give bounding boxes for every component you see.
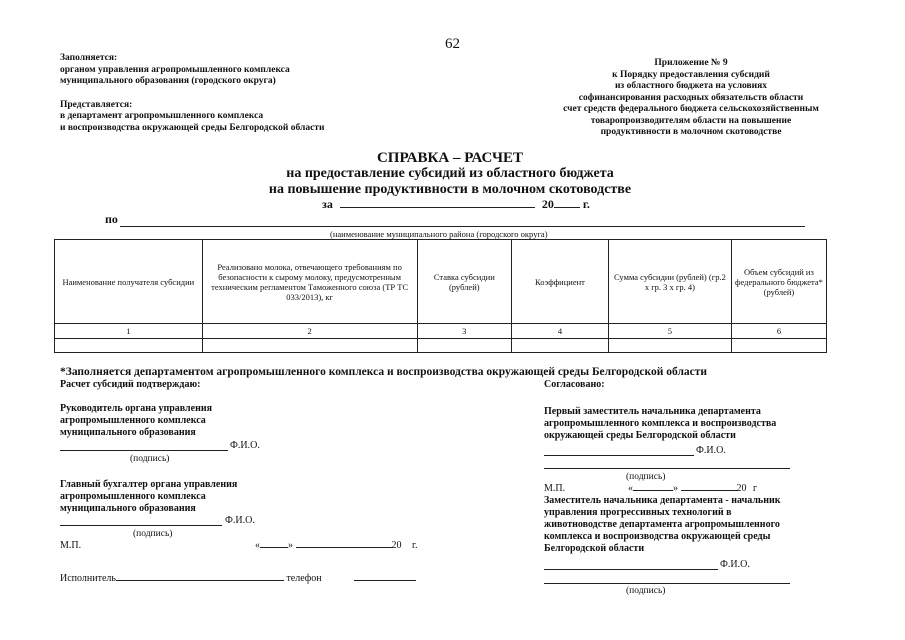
first-extra-line[interactable] [544,468,790,469]
right-year-suffix: г [753,483,758,494]
executor-row [60,573,416,585]
presented-label: Представляется: [60,99,133,110]
po-label: по [105,212,118,226]
head-line-1: Руководитель органа управления [60,403,213,414]
left-year-suffix: г. [412,540,418,551]
left-day-blank[interactable] [260,547,288,548]
data-cell[interactable] [511,339,608,353]
acc-line-1: Главный бухгалтер органа управления [60,479,238,490]
district-blank[interactable] [120,226,805,227]
year-label: 20 [541,197,554,211]
year-blank[interactable] [554,207,580,208]
data-cell[interactable] [417,339,511,353]
right-day-blank[interactable] [633,490,673,491]
first-line-2: агропромышленного комплекса и воспроизводства [544,418,777,429]
title-line-1: СПРАВКА – РАСЧЕТ [376,150,524,166]
left-year: 20 [391,540,402,551]
appendix-line: Приложение № 9 [654,58,728,68]
acc-fio: Ф.И.О. [225,515,255,526]
deputy-fio: Ф.И.О. [720,559,750,570]
left-date [255,540,417,552]
date-quote-close: » [673,483,678,494]
first-signature-line[interactable] [544,455,694,456]
district-caption: (наименование муниципального района (городского округа) [330,229,548,239]
acc-line-2: агропромышленного комплекса [60,491,206,502]
appendix-line: товаропроизводителям области на повышение [590,115,792,126]
acc-podpis: (подпись) [133,529,173,539]
header-milk-sold: Реализовано молока, отвечающего требованиям по безопасности к сырому молоку, предусмотренным техническим регламентом Таможенного союза (ТР ТС 033/2013), кг [202,240,417,324]
col-number: 6 [731,324,826,339]
date-quote-open: « [255,540,260,551]
header-recipient: Наименование получателя субсидии [55,240,203,324]
head-signature-line[interactable] [60,450,228,451]
deputy-line-1: Заместитель начальника департамента - начальник [544,495,781,506]
right-date [628,483,757,495]
page-number: 62 [445,36,460,52]
col-number: 1 [55,324,203,339]
subsidy-table [54,239,827,353]
appendix-line: из областного бюджета на условиях [614,81,768,91]
deputy-signature-line[interactable] [544,569,718,570]
deputy-title [544,495,781,555]
appendix-line: софинансирования расходных обязательств области [578,92,804,103]
title-line-2: на предоставление субсидий из областного бюджета [286,166,614,181]
left-month-blank[interactable] [296,547,392,548]
appendix-line: к Порядку предоставления субсидий [612,69,770,80]
appendix-header [536,58,846,139]
head-podpis: (подпись) [130,454,170,464]
data-cell[interactable] [55,339,203,353]
right-year: 20 [736,483,747,494]
date-quote-close: » [288,540,293,551]
col-number: 2 [202,324,417,339]
presented-line-2: и воспроизводства окружающей среды Белгородской области [60,122,325,133]
executor-label: Исполнитель [60,573,116,584]
header-rate: Ставка субсидии (рублей) [417,240,511,324]
confirm-label: Расчет субсидий подтверждаю: [60,379,201,390]
appendix-line: счет средств федерального бюджета сельскохозяйственным [563,104,819,114]
right-mp: М.П. [544,483,566,494]
header-federal: Объем субсидий из федерального бюджета* (рублей) [731,240,826,324]
col-number: 3 [417,324,511,339]
header-coefficient: Коэффициент [511,240,608,324]
col-number: 5 [608,324,731,339]
deputy-podpis: (подпись) [626,586,666,596]
document-title [250,150,650,198]
first-fio: Ф.И.О. [696,445,726,456]
executor-blank[interactable] [116,580,284,581]
phone-blank[interactable] [354,580,416,581]
data-cell[interactable] [202,339,417,353]
head-line-3: муниципального образования [60,427,196,438]
deputy-line-3: животноводстве департамента агропромышленного [544,519,780,530]
head-line-2: агропромышленного комплекса [60,415,206,426]
header-sum: Сумма субсидии (рублей) (гр.2 x гр. 3 x гр. 4) [608,240,731,324]
filled-line-1: органом управления агропромышленного комплекса [60,64,290,75]
acc-line-3: муниципального образования [60,503,196,514]
deputy-line-2: управления прогрессивных технологий в [544,507,732,518]
filled-label: Заполняется: [60,53,118,63]
period-blank[interactable] [340,207,535,208]
first-podpis: (подпись) [626,472,666,482]
head-fio: Ф.И.О. [230,440,260,451]
accountant-title [60,479,237,515]
deputy-line-5: Белгородской области [544,543,645,554]
first-line-1: Первый заместитель начальника департамента [544,406,761,417]
footnote: *Заполняется департаментом агропромышленного комплекса и воспроизводства окружающей среды Белгородской области [60,366,708,378]
period-line [322,197,590,212]
right-month-blank[interactable] [681,490,737,491]
deputy-line-4: комплекса и воспроизводства окружающей среды [544,531,771,542]
presented-line-1: в департамент агропромышленного комплекса [60,111,264,121]
filled-line-2: муниципального образования (городского округа) [60,76,276,86]
date-quote-open: « [628,483,633,494]
acc-signature-line[interactable] [60,525,222,526]
head-title [60,403,212,439]
appendix-line: продуктивности в молочном скотоводстве [600,127,782,137]
data-cell[interactable] [731,339,826,353]
first-line-3: окружающей среды Белгородской области [544,430,736,441]
col-number: 4 [511,324,608,339]
data-cell[interactable] [608,339,731,353]
left-header [60,53,324,134]
za-label: за [322,197,333,211]
first-deputy-title [544,406,776,442]
deputy-extra-line[interactable] [544,583,790,584]
title-line-3: на повышение продуктивности в молочном скотоводстве [268,182,632,197]
phone-label: телефон [286,573,322,584]
agreed-label: Согласовано: [544,379,605,390]
left-mp: М.П. [60,540,82,551]
year-suffix: г. [582,197,590,211]
